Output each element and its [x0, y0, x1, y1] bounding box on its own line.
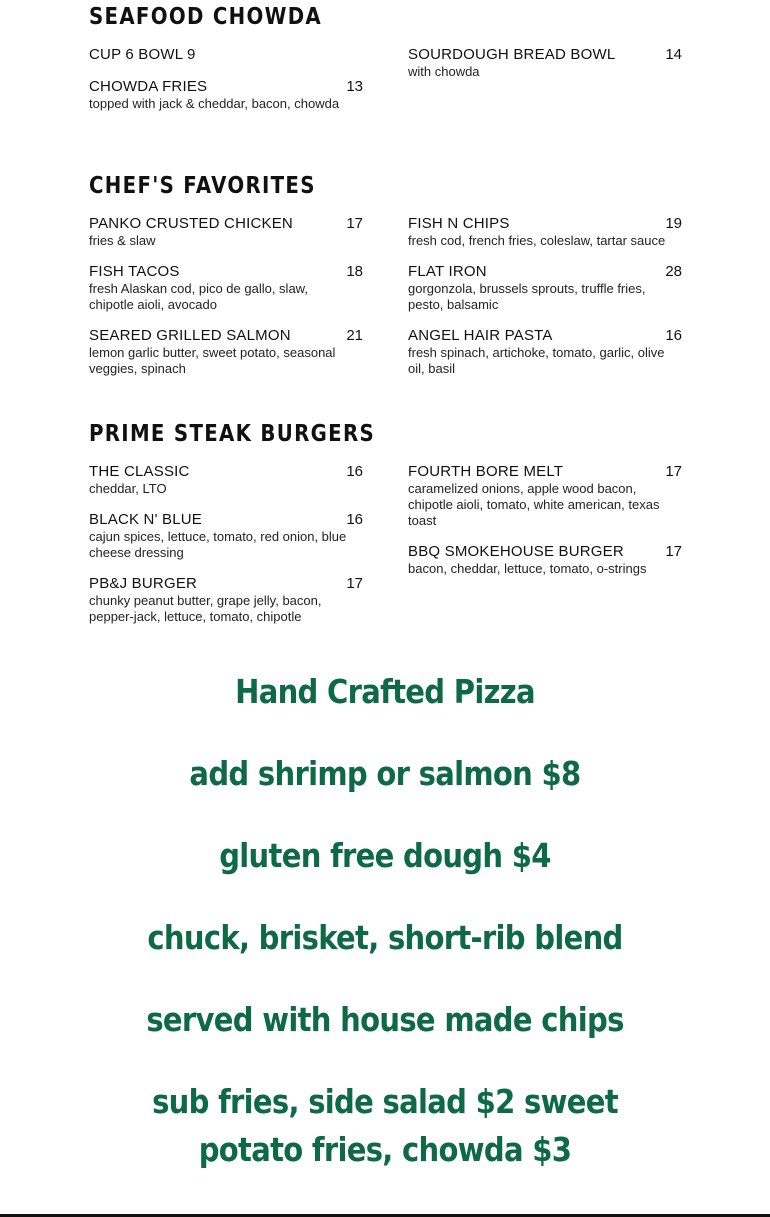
item-name: FISH N CHIPS — [408, 215, 510, 232]
section-title: PRIME STEAK BURGERS — [89, 421, 376, 447]
item-description: cajun spices, lettuce, tomato, red onion, blue cheese dressing — [89, 529, 347, 560]
menu-column-left — [89, 46, 363, 126]
note-gluten-free: gluten free dough $4 — [219, 836, 551, 875]
item-description: lemon garlic butter, sweet potato, seasonal veggies, spinach — [89, 345, 336, 376]
item-price: 28 — [665, 263, 682, 280]
item-name: BBQ SMOKEHOUSE BURGER — [408, 543, 624, 560]
item-name: BLACK N' BLUE — [89, 511, 203, 528]
green-notes — [0, 668, 770, 1174]
item-description: fresh spinach, artichoke, tomato, garlic, olive oil, basil — [408, 345, 665, 376]
item-name: FISH TACOS — [89, 263, 180, 280]
item-description: gorgonzola, brussels sprouts, truffle fries, pesto, balsamic — [408, 281, 646, 312]
item-price: 13 — [346, 78, 363, 95]
menu-item — [89, 327, 363, 377]
menu-item — [89, 575, 363, 625]
item-description: with chowda — [408, 64, 480, 79]
item-name: THE CLASSIC — [89, 463, 190, 480]
item-description: fresh cod, french fries, coleslaw, tartar sauce — [408, 233, 666, 248]
item-price: 17 — [346, 215, 363, 232]
item-name: FLAT IRON — [408, 263, 487, 280]
item-price: 16 — [346, 463, 363, 480]
menu-item — [89, 463, 363, 497]
note-house-chips: served with house made chips — [146, 1000, 624, 1039]
item-name: SOURDOUGH BREAD BOWL — [408, 46, 616, 63]
item-price: 14 — [665, 46, 682, 63]
item-description: topped with jack & cheddar, bacon, chowda — [89, 96, 340, 111]
menu-item — [408, 215, 682, 249]
item-name: ANGEL HAIR PASTA — [408, 327, 553, 344]
note-substitutions: sub fries, side salad $2 sweet potato fries, chowda $3 — [152, 1082, 618, 1169]
item-description: cheddar, LTO — [89, 481, 167, 496]
menu-item — [408, 46, 682, 80]
item-price: 21 — [346, 327, 363, 344]
menu-item — [408, 543, 682, 577]
note-burger-blend: chuck, brisket, short-rib blend — [147, 918, 623, 957]
item-name: PB&J BURGER — [89, 575, 198, 592]
item-price: 19 — [665, 215, 682, 232]
item-description: fries & slaw — [89, 233, 156, 248]
item-price: 18 — [346, 263, 363, 280]
menu-column-right — [408, 46, 682, 94]
menu-item — [89, 215, 363, 249]
item-description: caramelized onions, apple wood bacon, chipotle aioli, tomato, white american, texas toast — [408, 481, 660, 528]
item-description: bacon, cheddar, lettuce, tomato, o-strings — [408, 561, 647, 576]
menu-item — [89, 511, 363, 561]
section-prime-steak-burgers — [89, 420, 682, 624]
section-chefs-favorites — [89, 172, 682, 376]
item-description: fresh Alaskan cod, pico de gallo, slaw, chipotle aioli, avocado — [89, 281, 308, 312]
menu-item — [89, 263, 363, 313]
note-hand-crafted-pizza: Hand Crafted Pizza — [235, 672, 535, 711]
item-price: 17 — [665, 463, 682, 480]
menu-item — [89, 78, 363, 112]
item-name: CUP 6 BOWL 9 — [89, 46, 196, 63]
item-name: CHOWDA FRIES — [89, 78, 208, 95]
item-price: 17 — [346, 575, 363, 592]
item-price: 17 — [665, 543, 682, 560]
menu-column-left — [89, 463, 363, 639]
section-title: CHEF'S FAVORITES — [89, 173, 316, 199]
menu-item — [408, 263, 682, 313]
section-title: SEAFOOD CHOWDA — [89, 4, 323, 30]
menu-item — [408, 327, 682, 377]
menu-column-left — [89, 215, 363, 391]
item-price: 16 — [665, 327, 682, 344]
item-name: FOURTH BORE MELT — [408, 463, 564, 480]
section-seafood-chowda — [89, 3, 682, 111]
menu-item — [408, 463, 682, 529]
item-name: SEARED GRILLED SALMON — [89, 327, 291, 344]
menu-item — [89, 46, 363, 64]
item-name: PANKO CRUSTED CHICKEN — [89, 215, 293, 232]
item-description: chunky peanut butter, grape jelly, bacon, pepper-jack, lettuce, tomato, chipotle — [89, 593, 322, 624]
item-price: 16 — [346, 511, 363, 528]
menu-column-right — [408, 463, 682, 591]
note-add-protein: add shrimp or salmon $8 — [189, 754, 581, 793]
menu-column-right — [408, 215, 682, 391]
